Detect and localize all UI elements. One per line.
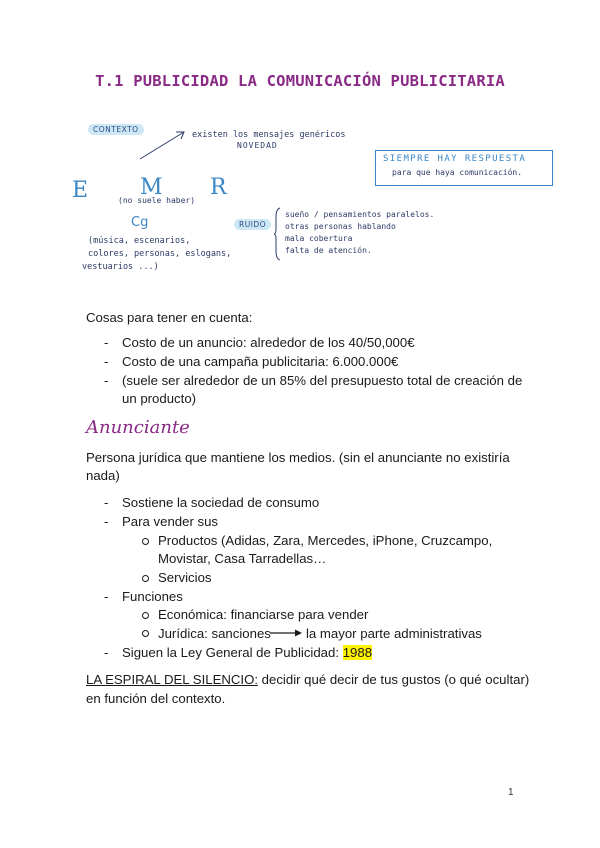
ruido-tag: RUIDO (234, 219, 271, 230)
contexto-note-1: existen los mensajes genéricos (192, 130, 346, 140)
ruido-item-2: otras personas hablando (285, 222, 396, 231)
section-heading-anunciante: Anunciante (86, 417, 190, 438)
ruido-item-1: sueño / pensamientos paralelos. (285, 210, 435, 219)
contexto-note-2: NOVEDAD (237, 141, 278, 150)
espiral-label: LA ESPIRAL DEL SILENCIO: (86, 672, 258, 687)
dash-bullet: - (104, 514, 109, 529)
anunciante-definition-1: Persona jurídica que mantiene los medios. (sin el anunciante no existiría (86, 450, 510, 465)
contexto-tag: CONTEXTO (88, 124, 144, 135)
ruido-item-3: mala cobertura (285, 234, 353, 243)
circle-bullet (142, 612, 149, 619)
letter-emisor: E (72, 178, 89, 203)
sub-juridica-b: la mayor parte administrativas (306, 626, 482, 641)
anunciante-item-2: Para vender sus (122, 514, 219, 529)
espiral-line-2: en función del contexto. (86, 691, 226, 706)
anunciante-item-3: Funciones (122, 589, 183, 604)
ruido-item-4: falta de atención. (285, 246, 372, 255)
sub-servicios: Servicios (158, 570, 212, 585)
cost-item-1: Costo de un anuncio: alrededor de los 40/50,000€ (122, 335, 415, 350)
cg-note-3: vestuarios ...) (82, 262, 159, 272)
dash-bullet: - (104, 354, 109, 369)
page-number: 1 (508, 787, 514, 798)
arrow-right-icon (269, 628, 303, 638)
letter-receptor: R (210, 175, 227, 200)
dash-bullet: - (104, 373, 109, 388)
anunciante-definition-2: nada) (86, 468, 120, 483)
cg-note-1: (música, escenarios, (88, 236, 191, 246)
codigo-label: Cg (131, 215, 149, 230)
espiral-line-1 (86, 671, 529, 689)
dash-bullet: - (104, 495, 109, 510)
siempre-line-2: para que haya comunicación. (392, 168, 523, 177)
siempre-line-1: SIEMPRE HAY RESPUESTA (383, 154, 527, 164)
intro-text: Cosas para tener en cuenta: (86, 310, 253, 325)
anunciante-item-1: Sostiene la sociedad de consumo (122, 495, 320, 510)
sub-productos-2: Movistar, Casa Tarradellas… (158, 551, 327, 566)
no-suele-note: (no suele haber) (118, 196, 196, 205)
anunciante-item-4 (122, 644, 372, 662)
dash-bullet: - (104, 335, 109, 350)
circle-bullet (142, 575, 149, 582)
cost-item-3: (suele ser alrededor de un 85% del presupuesto total de creación de (122, 373, 523, 388)
cost-item-3-cont: un producto) (122, 391, 197, 406)
letter-mensaje: M (140, 175, 163, 200)
sub-juridica-a: Jurídica: sanciones (158, 626, 271, 641)
espiral-text-1: decidir qué decir de tus gustos (o qué ocultar) (258, 672, 530, 687)
sub-productos-1: Productos (Adidas, Zara, Mercedes, iPhone, Cruzcampo, (158, 533, 493, 548)
circle-bullet (142, 538, 149, 545)
cg-note-2: colores, personas, eslogans, (88, 249, 232, 259)
ley-text: Siguen la Ley General de Publicidad: (122, 645, 340, 660)
dash-bullet: - (104, 589, 109, 604)
page-title: T.1 PUBLICIDAD LA COMUNICACIÓN PUBLICITARIA (95, 72, 505, 90)
dash-bullet: - (104, 645, 109, 660)
cost-item-2: Costo de una campaña publicitaria: 6.000.000€ (122, 354, 399, 369)
sub-economica: Económica: financiarse para vender (158, 607, 369, 622)
ruido-brace-icon (274, 207, 282, 261)
circle-bullet (142, 630, 149, 637)
ley-year-highlight: 1988 (342, 645, 373, 660)
contexto-arrow-icon (138, 128, 188, 162)
